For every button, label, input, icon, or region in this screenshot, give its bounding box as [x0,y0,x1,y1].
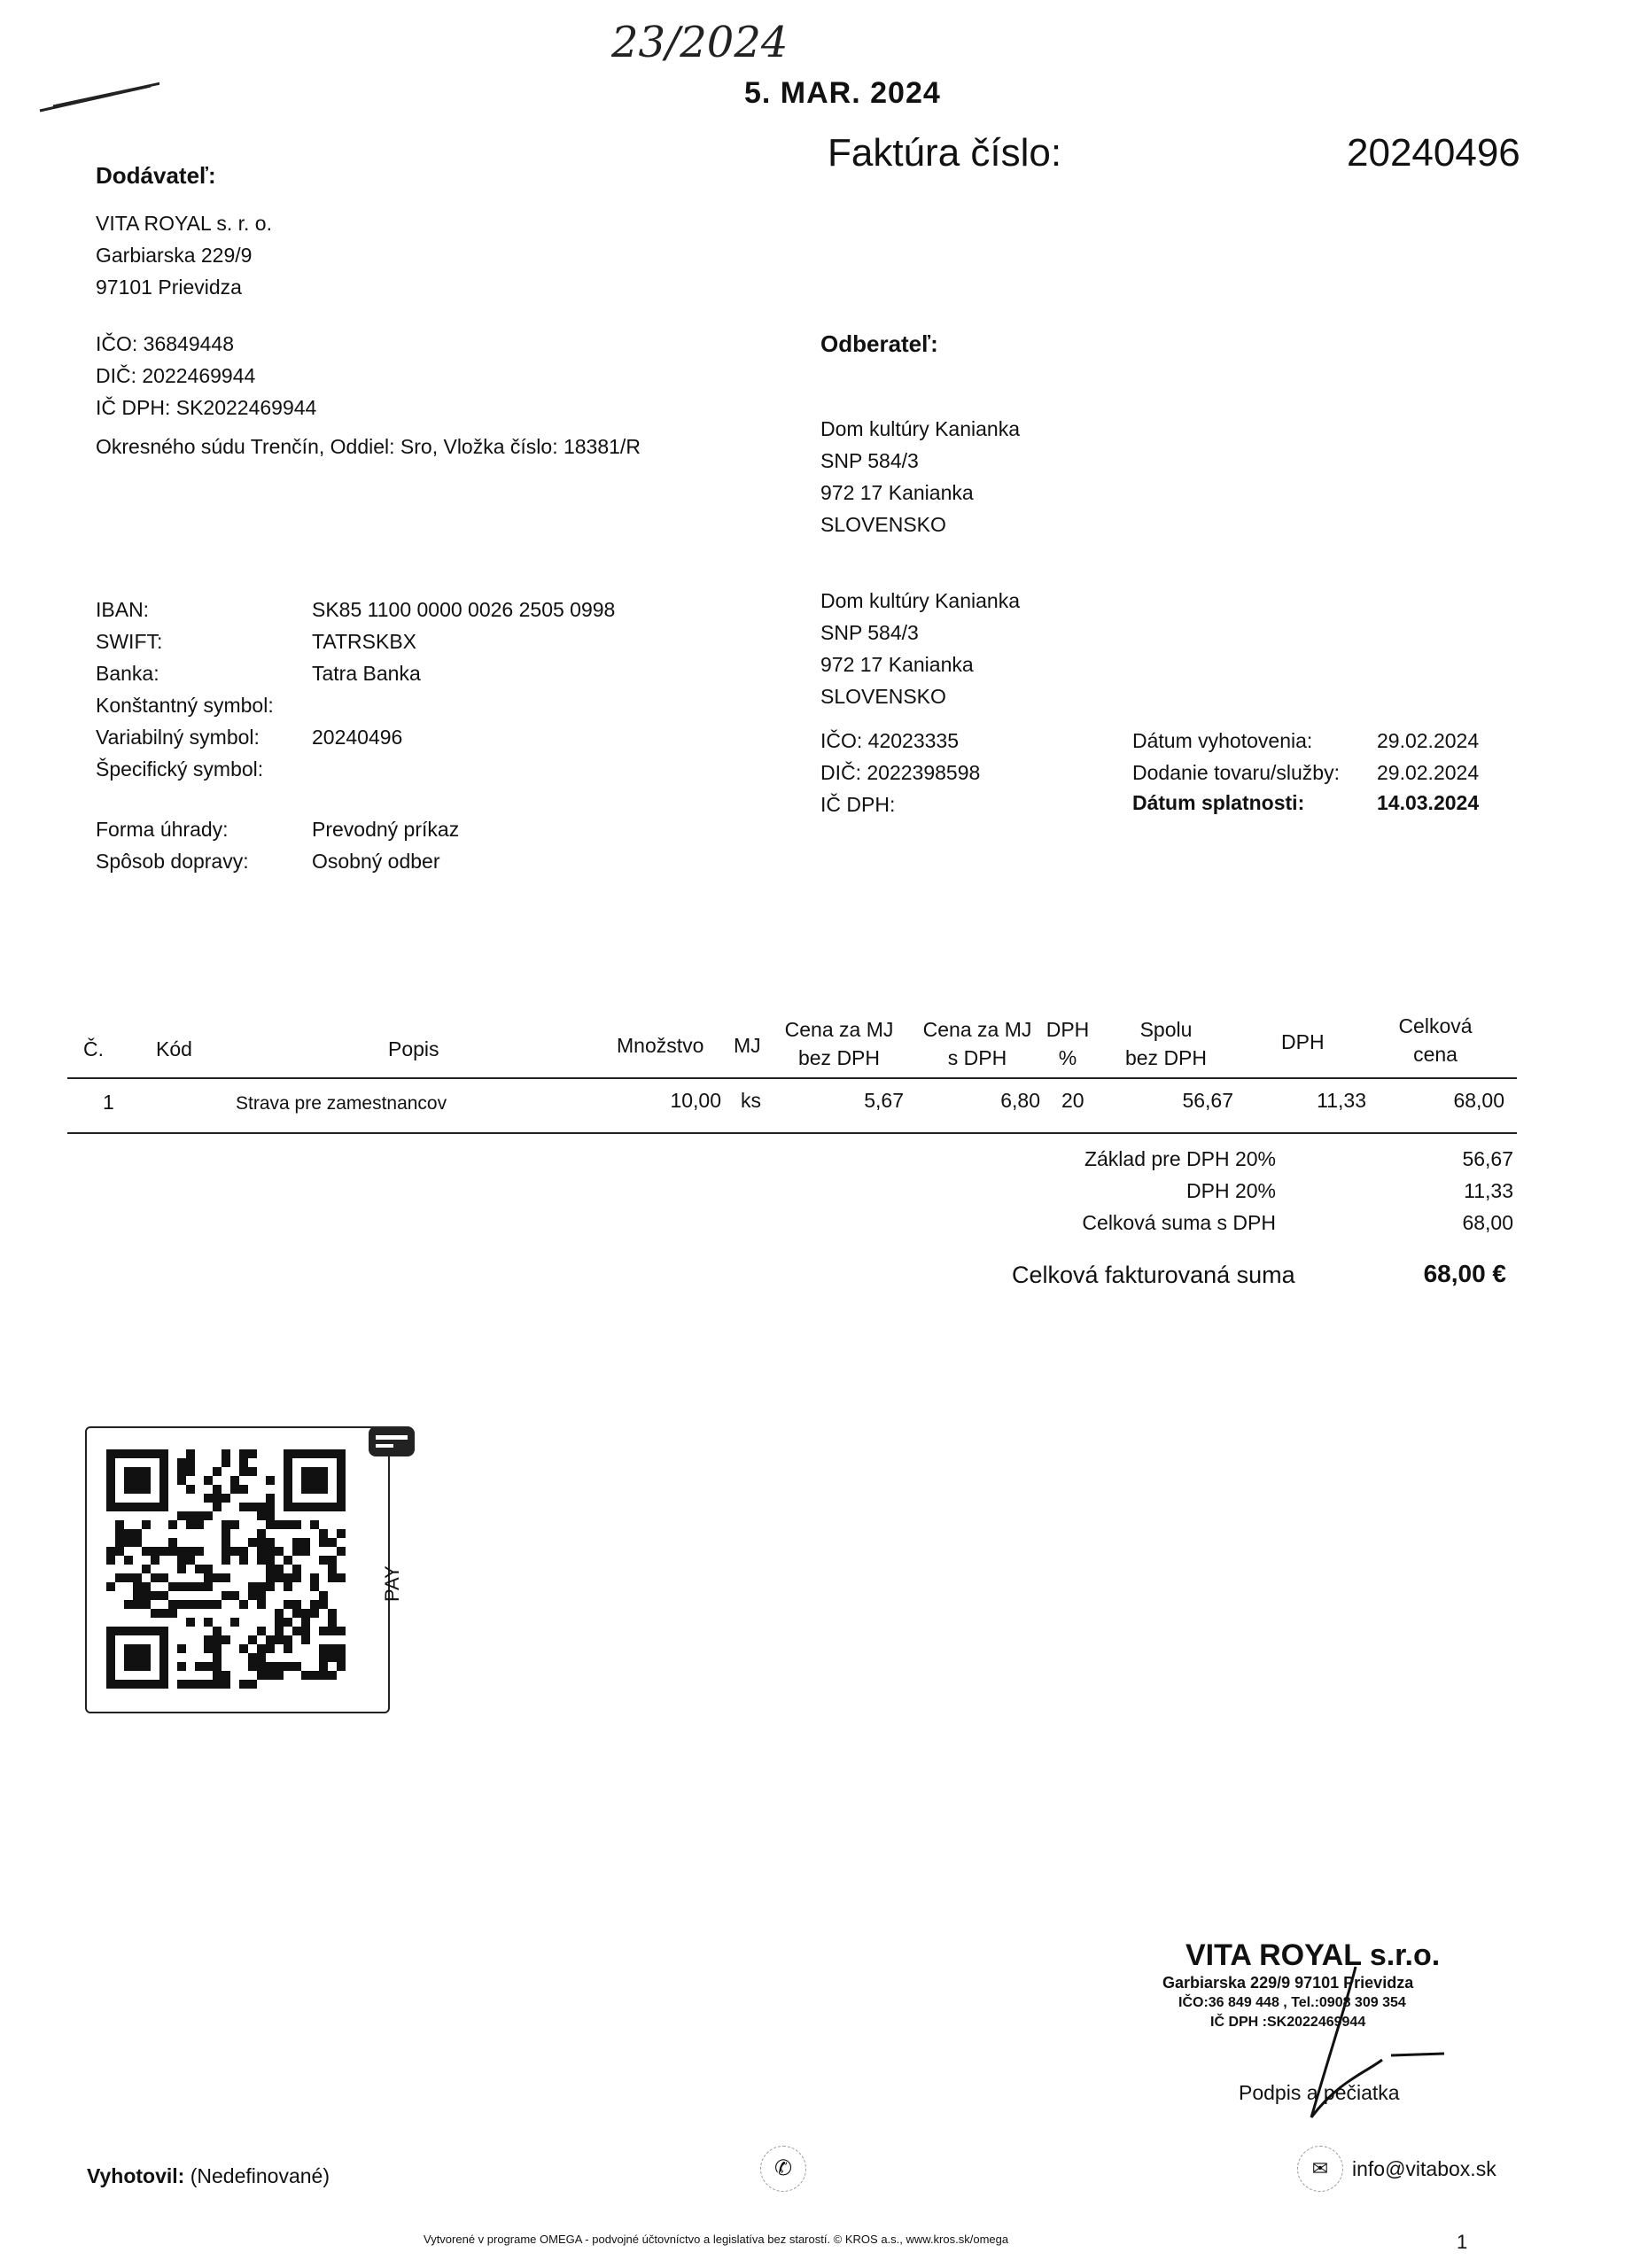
col-header-vat-rate-line2: % [1058,1046,1077,1069]
col-header-price-excl-line1: Cena za MJ [784,1018,894,1041]
delivery-city: 972 17 Kanianka [820,653,974,676]
summary-value-total-with-vat: 68,00 [1462,1211,1513,1234]
col-header-vat: DPH [1281,1030,1325,1053]
payment-form-label: Forma úhrady: [96,818,229,841]
cell-description: Strava pre zamestnancov [236,1093,447,1114]
footer-email: info@vitabox.sk [1352,2157,1496,2180]
transport-label: Spôsob dopravy: [96,850,249,873]
handwritten-registry-number: 23/2024 [611,18,789,67]
col-header-code: Kód [156,1037,192,1060]
cell-price-excl: 5,67 [864,1089,904,1112]
prepared-by [87,2160,330,2192]
payment-value-swift: TATRSKBX [312,630,416,653]
summary-label-total-with-vat: Celková suma s DPH [1082,1211,1276,1234]
delivery-dic: DIČ: 2022398598 [820,761,981,784]
customer-heading: Odberateľ: [820,330,938,357]
cell-total-excl: 56,67 [1182,1089,1233,1112]
prepared-by-label: Vyhotovil: [87,2164,185,2187]
col-header-price-incl-line1: Cena za MJ [922,1018,1032,1041]
delivery-ic-dph: IČ DPH: [820,793,896,816]
supplier-city: 97101 Prievidza [96,276,242,299]
payment-label-bank: Banka: [96,662,159,685]
payment-label-constant-symbol: Konštantný symbol: [96,694,274,717]
delivery-country: SLOVENSKO [820,685,946,708]
supplier-street: Garbiarska 229/9 [96,244,253,267]
col-header-total-excl-line1: Spolu [1139,1018,1193,1041]
email-icon: ✉ [1297,2146,1343,2192]
customer-street: SNP 584/3 [820,449,919,472]
payment-label-iban: IBAN: [96,598,150,621]
cell-vat: 11,33 [1317,1089,1366,1112]
signature-label: Podpis a pečiatka [1239,2081,1400,2104]
payment-form-value: Prevodný príkaz [312,818,460,841]
bank-card-icon [365,1421,418,1462]
col-header-total-excl-line2: bez DPH [1124,1046,1208,1069]
summary-label-vat: DPH 20% [1186,1179,1276,1202]
seal-address: Garbiarska 229/9 97101 Prievidza [1162,1974,1414,1992]
delivery-ico: IČO: 42023335 [820,729,960,752]
cell-price-incl: 6,80 [1000,1089,1040,1112]
cell-unit: ks [741,1089,761,1112]
seal-ic-dph: IČ DPH :SK2022469944 [1210,2015,1366,2030]
date-value-delivery: 29.02.2024 [1377,761,1480,784]
supplier-court-registration: Okresného súdu Trenčín, Oddiel: Sro, Vložka číslo: 18381/R [96,435,641,458]
pay-qr-code [106,1449,346,1689]
supplier-name: VITA ROYAL s. r. o. [96,212,272,235]
table-header-divider [67,1077,1517,1079]
invoice-title: Faktúra číslo: [828,131,1062,175]
payment-label-variable-symbol: Variabilný symbol: [96,726,260,749]
delivery-street: SNP 584/3 [820,621,919,644]
payment-value-iban: SK85 1100 0000 0026 2505 0998 [312,598,616,621]
summary-value-vat: 11,33 [1464,1179,1513,1202]
payment-label-specific-symbol: Špecifický symbol: [96,757,264,781]
footer-software-note: Vytvorené v programe OMEGA - podvojné účtovníctvo a legislatíva bez starostí. © KROS a.s., www.kros.sk/omega [424,2233,1009,2246]
col-header-quantity: Množstvo [617,1034,704,1057]
cell-quantity: 10,00 [670,1089,721,1112]
prepared-by-value: (Nedefinované) [190,2164,330,2187]
grand-total-value: 68,00 € [1423,1260,1506,1287]
col-header-description: Popis [388,1037,439,1060]
payment-value-bank: Tatra Banka [312,662,421,685]
invoice-number: 20240496 [1347,131,1520,175]
date-value-due: 14.03.2024 [1377,791,1480,814]
col-header-total-line1: Celková [1398,1014,1473,1037]
table-footer-divider [67,1132,1517,1134]
grand-total-label: Celková fakturovaná suma [1012,1262,1295,1288]
seal-company-name: VITA ROYAL s.r.o. [1185,1938,1441,1972]
pen-stroke-mark [35,75,159,120]
seal-ico-phone: IČO:36 849 448 , Tel.:0908 309 354 [1178,1995,1406,2010]
col-header-no: Č. [83,1037,104,1060]
supplier-dic: DIČ: 2022469944 [96,364,256,387]
date-value-issue: 29.02.2024 [1377,729,1480,752]
supplier-heading: Dodávateľ: [96,162,216,189]
delivery-name: Dom kultúry Kanianka [820,589,1020,612]
payment-label-swift: SWIFT: [96,630,163,653]
cell-no: 1 [103,1091,114,1114]
payment-value-variable-symbol: 20240496 [312,726,403,749]
qr-pay-frame [85,1426,390,1713]
customer-name: Dom kultúry Kanianka [820,417,1020,440]
supplier-ic-dph: IČ DPH: SK2022469944 [96,396,317,419]
qr-pay-caption: PAY [381,1565,403,1602]
received-date-stamp: 5. MAR. 2024 [744,76,941,110]
col-header-price-excl-line2: bez DPH [797,1046,881,1069]
transport-value: Osobný odber [312,850,440,873]
col-header-unit: MJ [734,1034,761,1057]
cell-vat-rate: 20 [1061,1089,1084,1112]
col-header-total-line2: cena [1413,1043,1458,1066]
summary-value-vat-base: 56,67 [1462,1147,1513,1170]
col-header-price-incl-line2: s DPH [947,1046,1007,1069]
phone-icon: ✆ [760,2146,806,2192]
supplier-ico: IČO: 36849448 [96,332,235,355]
customer-country: SLOVENSKO [820,513,946,536]
customer-city: 972 17 Kanianka [820,481,974,504]
date-label-delivery: Dodanie tovaru/služby: [1132,761,1340,784]
page-number: 1 [1457,2231,1468,2253]
col-header-vat-rate-line1: DPH [1046,1018,1090,1041]
date-label-due: Dátum splatnosti: [1132,791,1305,814]
cell-total: 68,00 [1453,1089,1504,1112]
summary-label-vat-base: Základ pre DPH 20% [1084,1147,1276,1170]
date-label-issue: Dátum vyhotovenia: [1132,729,1313,752]
